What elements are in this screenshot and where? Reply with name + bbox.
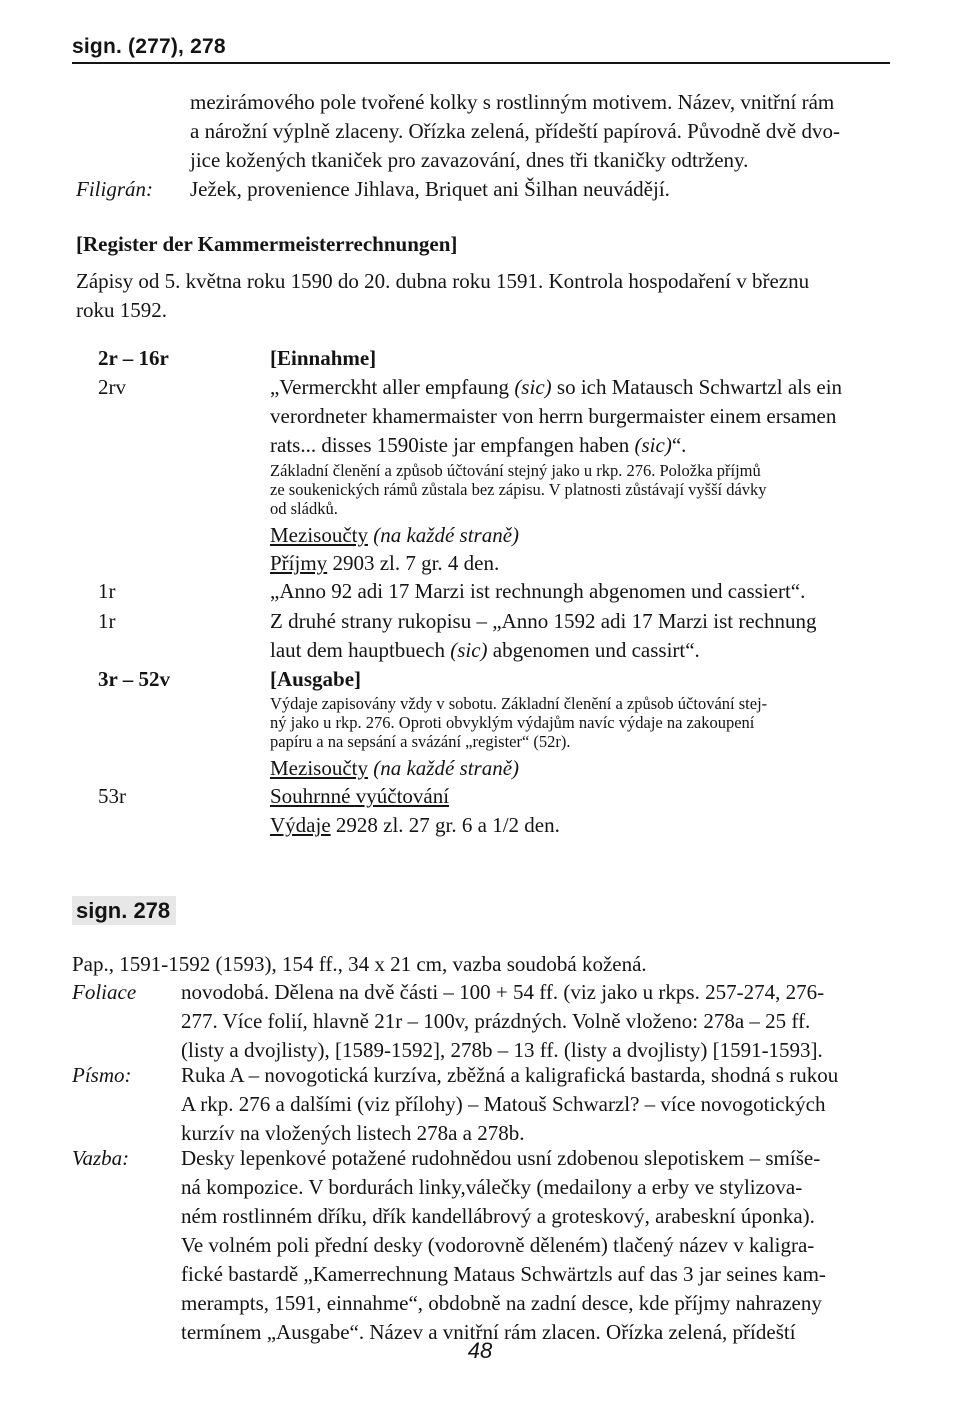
text-line: Zápisy od 5. května roku 1590 do 20. dubna roku 1591. Kontrola hospodaření v březnu	[76, 269, 810, 293]
entry-quote: „Anno 92 adi 17 Marzi ist rechnungh abgenomen und cassiert“.	[270, 579, 806, 603]
header-title: sign. (277), 278	[72, 35, 226, 58]
folio-label: 1r	[98, 579, 116, 603]
ausgabe-heading: [Ausgabe]	[270, 667, 362, 691]
vazba-label: Vazba:	[72, 1146, 130, 1170]
text-line: laut dem hauptbuech (sic) abgenomen und cassirt“.	[270, 638, 700, 662]
text-line: merampts, 1591, einnahme“, obdobně na zadní desce, kde příjmy nahrazeny	[181, 1291, 822, 1315]
pismo-text	[181, 1061, 838, 1148]
einnahme-heading: [Einnahme]	[270, 346, 377, 370]
note-line: Základní členění a způsob účtování stejný jako u rkp. 276. Položka příjmů	[270, 461, 761, 480]
text-line: ná kompozice. V bordurách linky,válečky (medailony a erby ve stylizova-	[181, 1175, 803, 1199]
entry-quote	[270, 607, 816, 665]
pismo-label: Písmo:	[72, 1063, 132, 1087]
page-number: 48	[467, 1338, 493, 1363]
continuation-text	[190, 88, 840, 175]
entry-note	[270, 461, 767, 518]
folio-label: 1r	[98, 609, 116, 633]
text-line: a nárožní výplně zlaceny. Ořízka zelená, přídeští papírová. Původně dvě dvo-	[190, 119, 840, 143]
folio-label: 2r – 16r	[98, 346, 169, 370]
filigran-label: Filigrán:	[76, 177, 153, 201]
summary-accounting: Souhrnné vyúčtování	[270, 784, 450, 808]
subtotals-line: Mezisoučty (na každé straně)	[270, 523, 520, 547]
text-line: rats... disses 1590iste jar empfangen haben (sic)“.	[270, 433, 687, 457]
folio-label: 53r	[98, 784, 126, 808]
text-line: termínem „Ausgabe“. Název a vnitřní rám zlacen. Ořízka zelená, přídeští	[181, 1320, 796, 1344]
physical-summary: Pap., 1591-1592 (1593), 154 ff., 34 x 21 cm, vazba soudobá kožená.	[72, 952, 647, 976]
text-line: Z druhé strany rukopisu – „Anno 1592 adi 17 Marzi ist rechnung	[270, 609, 817, 633]
text-line: fické bastardě „Kamerrechnung Mataus Schwärtzls auf das 3 jar seines kam-	[181, 1262, 826, 1286]
entry-quote	[270, 373, 842, 460]
folio-label: 2rv	[98, 375, 126, 399]
text-line: ném rostlinném dříku, dřík kandellábrový a groteskový, arabeskní úponka).	[181, 1204, 815, 1228]
register-description	[76, 267, 809, 325]
running-header	[72, 34, 890, 60]
text-line: (listy a dvojlisty), [1589-1592], 278b – 13 ff. (listy a dvojlisty) [1591-1593].	[181, 1038, 823, 1062]
text-line: A rkp. 276 a dalšími (viz přílohy) – Matouš Schwarzl? – více novogotických	[181, 1092, 826, 1116]
section-heading: sign. 278	[72, 896, 176, 925]
text-line: novodobá. Dělena na dvě části – 100 + 54 ff. (viz jako u rkps. 257-274, 276-	[181, 980, 825, 1004]
subtotals-line: Mezisoučty (na každé straně)	[270, 756, 520, 780]
text-line: „Vermerckht aller empfaung (sic) so ich Matausch Schwartzl als ein	[270, 375, 843, 399]
text-line: Ruka A – novogotická kurzíva, zběžná a kaligrafická bastarda, shodná s rukou	[181, 1063, 839, 1087]
text-line: 277. Více folií, hlavně 21r – 100v, prázdných. Volně vloženo: 278a – 25 ff.	[181, 1009, 811, 1033]
expense-total: Výdaje 2928 zl. 27 gr. 6 a 1/2 den.	[270, 813, 560, 837]
filigran-text: Ježek, provenience Jihlava, Briquet ani Šilhan neuvádějí.	[190, 177, 670, 201]
foliace-text	[181, 978, 824, 1065]
text-line: kurzív na vložených listech 278a a 278b.	[181, 1121, 525, 1145]
text-line: Desky lepenkové potažené rudohnědou usní zdobenou slepotiskem – smíše-	[181, 1146, 821, 1170]
note-line: od sládků.	[270, 499, 338, 518]
text-line: roku 1592.	[76, 298, 167, 322]
text-line: verordneter khamermaister von herrn burgermaister einem ersamen	[270, 404, 837, 428]
text-line: mezirámového pole tvořené kolky s rostlinným motivem. Název, vnitřní rám	[190, 90, 835, 114]
foliace-label: Foliace	[72, 980, 137, 1004]
text-line: Ve volném poli přední desky (vodorovně děleném) tlačený název v kaligra-	[181, 1233, 815, 1257]
note-line: ze soukenických rámů zůstala bez zápisu. V platnosti zůstávají vyšší dávky	[270, 480, 767, 499]
note-line: Výdaje zapisovány vždy v sobotu. Základní členění a způsob účtování stej-	[270, 694, 768, 713]
entry-note	[270, 694, 767, 751]
note-line: papíru a na sepsání a svázání „register“ (52r).	[270, 732, 571, 751]
text-line: jice kožených tkaniček pro zavazování, dnes tři tkaničky odtrženy.	[190, 148, 749, 172]
header-rule	[72, 62, 890, 64]
note-line: ný jako u rkp. 276. Oproti obvyklým výdajům navíc výdaje na zakoupení	[270, 713, 755, 732]
vazba-text	[181, 1144, 826, 1347]
income-total: Příjmy 2903 zl. 7 gr. 4 den.	[270, 551, 500, 575]
register-title: [Register der Kammermeisterrechnungen]	[76, 232, 458, 256]
folio-label: 3r – 52v	[98, 667, 170, 691]
